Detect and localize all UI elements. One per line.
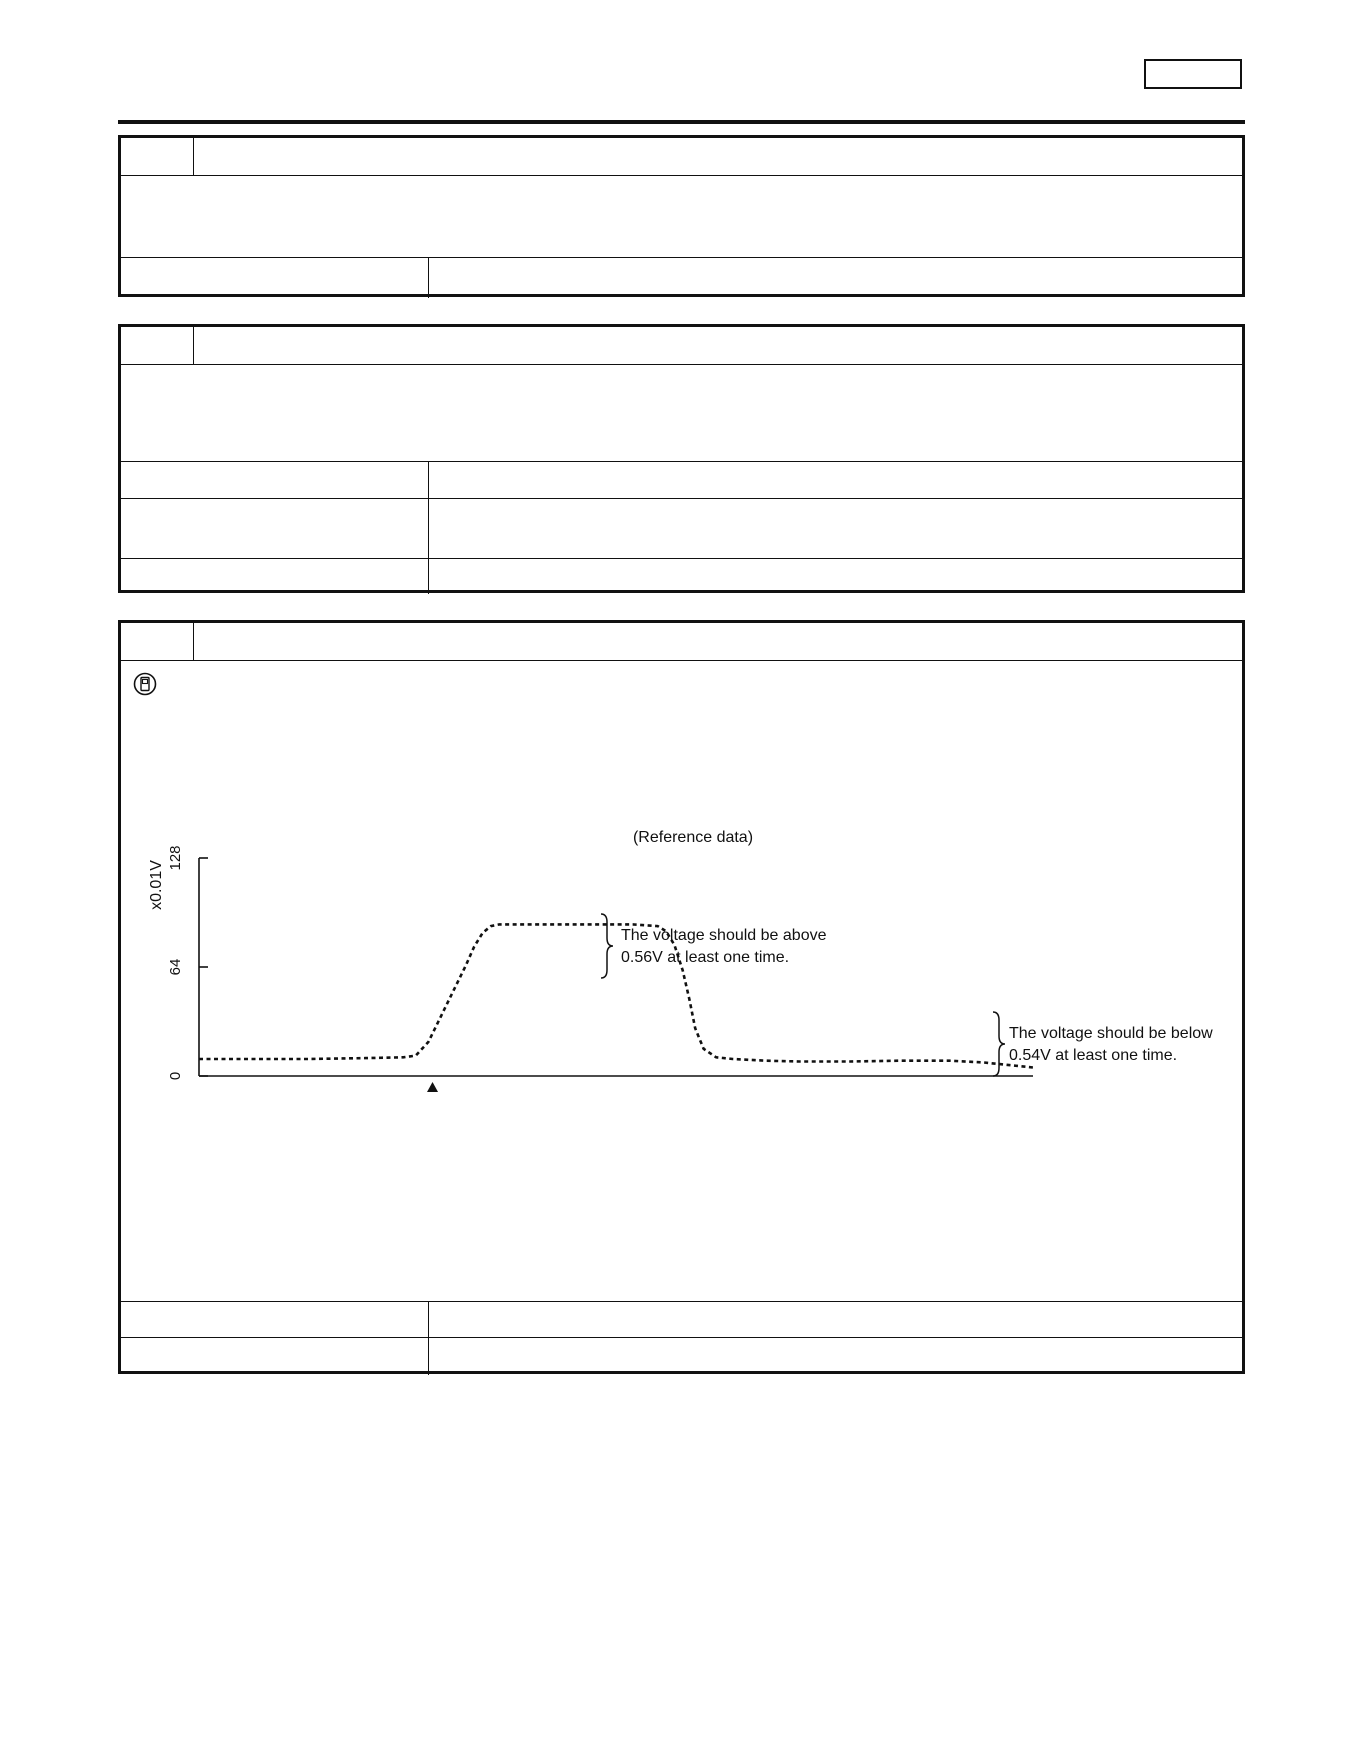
result-label-cell xyxy=(121,559,429,594)
result-row xyxy=(121,1301,1242,1338)
inspection-step-panel-3 xyxy=(118,620,1245,1374)
result-label-cell xyxy=(121,1338,429,1375)
y-tick-label: 0 xyxy=(167,1071,184,1081)
lower-range-brace xyxy=(993,1012,1005,1076)
annotation-below-line-2: 0.54V at least one time. xyxy=(1009,1047,1178,1064)
y-axis-ticks xyxy=(167,845,208,1080)
voltage-series-line xyxy=(199,924,1033,1067)
inspection-step-panel-2 xyxy=(118,324,1245,593)
step-header xyxy=(121,138,1242,176)
chart-title: (Reference data) xyxy=(632,829,754,846)
annotation-above-line-2: 0.56V at least one time. xyxy=(621,949,790,966)
annotation-below-line-1: The voltage should be below xyxy=(1009,1025,1213,1042)
header-rule xyxy=(118,120,1245,124)
result-label-cell xyxy=(121,499,429,559)
event-marker-triangle xyxy=(427,1082,438,1092)
inspection-step-panel-1 xyxy=(118,135,1245,297)
result-row xyxy=(121,461,1242,499)
annotation-above-line-1: The voltage should be above xyxy=(621,927,827,944)
y-axis-label: x0.01V xyxy=(148,860,165,910)
result-row xyxy=(121,1337,1242,1375)
result-row xyxy=(121,257,1242,298)
step-header xyxy=(121,327,1242,365)
result-label-cell xyxy=(121,462,429,499)
y-tick-label: 64 xyxy=(167,958,184,976)
step-number-cell xyxy=(121,138,194,175)
result-row xyxy=(121,558,1242,594)
result-label-cell xyxy=(121,1302,429,1338)
y-tick-label: 128 xyxy=(167,845,184,871)
result-row xyxy=(121,498,1242,559)
reference-voltage-chart xyxy=(121,623,1242,1323)
page-tag-box xyxy=(1144,59,1242,89)
result-label-cell xyxy=(121,258,429,298)
step-number-cell xyxy=(121,327,194,364)
